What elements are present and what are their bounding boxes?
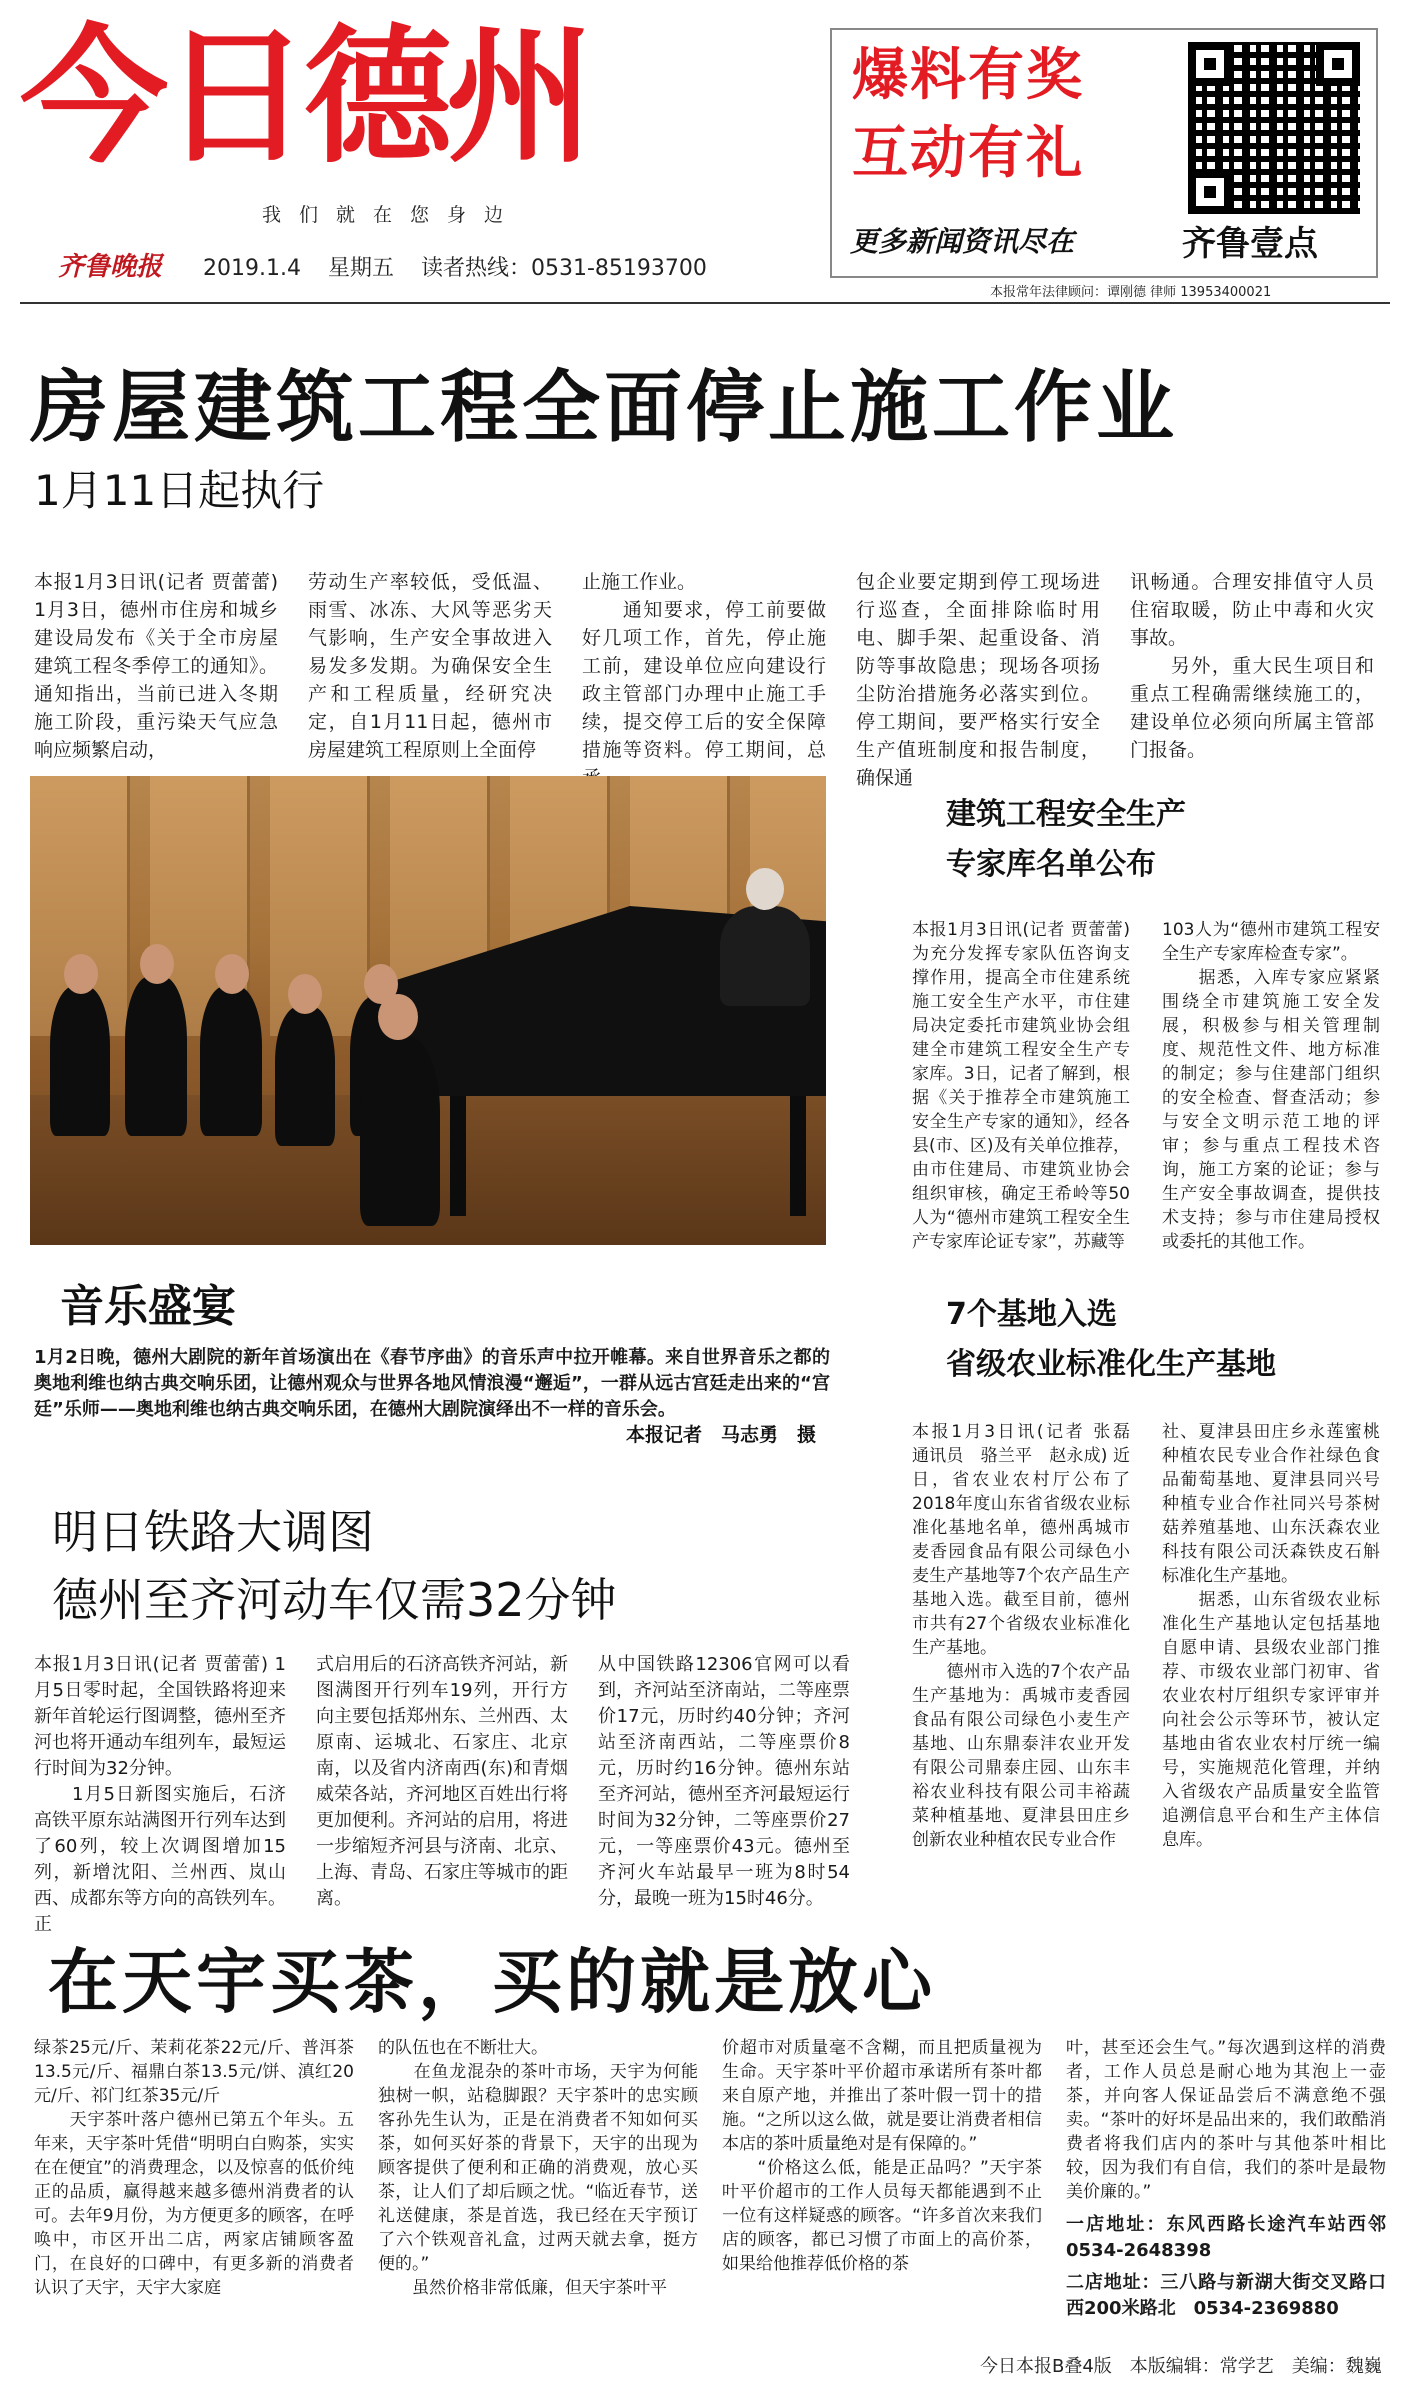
tea-address-2-label: 二店地址： [1066,2272,1161,2293]
rail-title-1: 明日铁路大调图 [52,1505,374,1559]
tea-headline: 在天宇买茶，买的就是放心 [48,1941,936,2023]
issue-weekday: 星期五 [327,256,394,281]
tea-address-1-label: 一店地址： [1066,2214,1167,2235]
masthead-title: 今日德州 [20,11,588,183]
expert-col-2: 103人为“德州市建筑工程安全生产专家库检查专家”。 据悉，入库专家应紧紧围绕全市建筑施工安全发展，积极参与相关管理制度、规范性文件、地方标准的制定；参与住建部门组织的安全检查、督查活动；参与安全文明示范工地的评审；参与重点工程技术咨询，施工方案的论证；参与生产安全事故调查，提供技术支持；参与市住建局授权或委托的其他工作。 [1162,920,1380,1252]
tea-address-1-value: 东风西路长途汽车站西邻 0534-2648398 [1066,2214,1405,2261]
expert-title-2: 专家库名单公布 [946,847,1156,882]
reader-hotline: 读者热线：0531-85193700 [421,256,707,281]
tea-address-2-value: 三八路与新湖大街交叉路口西200米路北 0534-2369880 [1066,2272,1386,2319]
ad-line-3: 更多新闻资讯尽在 [850,225,1075,258]
ad-box[interactable] [830,28,1378,278]
lead-headline: 房屋建筑工程全面停止施工作业 [30,363,1179,453]
brand-name: 齐鲁晚报 [58,252,163,282]
tea-address-2 [1066,2270,1386,2322]
lead-col-2: 劳动生产率较低，受低温、雨雪、冰冻、大风等恶劣天气影响，生产安全事故进入易发多发期。为确保安全生产和工程质量，经研究决定，自1月11日起，德州市房屋建筑工程原则上全面停 [308,571,552,761]
expert-col-1: 本报1月3日讯(记者 贾蕾蕾) 为充分发挥专家队伍咨询支撑作用，提高全市住建系统施工安全生产水平，市住建局决定委托市建筑业协会组建全市建筑工程安全生产专家库。3日，记者了解到，根据《关于推荐全市建筑施工安全生产专家的通知》，经各县(市、区)及有关单位推荐，由市住建局、市建筑业协会组织审核，确定王希岭等50人为“德州市建筑工程安全生产专家库论证专家”，苏藏等 [912,920,1130,1252]
page-footer: 今日本报B叠4版 本版编辑：常学艺 美编：魏巍 [980,2356,1382,2377]
tea-col-4: 叶，甚至还会生气。”每次遇到这样的消费者，工作人员总是耐心地为其泡上一壶茶，并向客人保证品尝后不满意绝不强卖。“茶叶的好坏是品出来的，我们敢酷消费者将我们店内的茶叶与其他茶叶相比较，因为我们有自信，我们的茶叶是最物美价廉的。” [1066,2038,1386,2202]
lead-col-1: 本报1月3日讯(记者 贾蕾蕾) 1月3日，德州市住房和城乡建设局发布《关于全市房屋建筑工程冬季停工的通知》。通知指出，当前已进入冬期施工阶段，重污染天气应急响应频繁启动， [34,571,278,761]
agri-col-1: 本报1月3日讯(记者 张磊 通讯员 骆兰平 赵永成) 近日，省农业农村厅公布了2018年度山东省省级农业标准化基地名单，德州禹城市麦香园食品有限公司绿色小麦生产基地等7个农产品生产基地入选。截至目前，德州市共有27个省级农业标准化生产基地。 德州市入选的7个农产品生产基地为：禹城市麦香园食品有限公司绿色小麦生产基地、山东鼎泰沣农业开发有限公司鼎泰庄园、山东丰裕农业科技有限公司丰裕蔬菜种植基地、夏津县田庄乡创新农业种植农民专业合作 [912,1422,1130,1850]
photo-caption: 1月2日晚，德州大剧院的新年首场演出在《春节序曲》的音乐声中拉开帷幕。来自世界音乐之都的奥地利维也纳古典交响乐团，让德州观众与世界各地风情浪漫“邂逅”，一群从远古宫廷走出来的“宫廷”乐师——奥地利维也纳古典交响乐团，在德州大剧院演绎出不一样的音乐会。 [34,1347,830,1420]
tea-col-1: 绿茶25元/斤、茉莉花茶22元/斤、普洱茶13.5元/斤、福鼎白茶13.5元/饼、滇红20元/斤、祁门红茶35元/斤 天宇茶叶落户德州已第五个年头。五年来，天宇茶叶凭借“明明白白购茶，实实在在便宜”的消费理念，以及惊喜的低价纯正的品质，赢得越来越多德州消费者的认可。去年9月份，为方便更多的顾客，在呼唤中，市区开出二店，两家店铺顾客盈门，在良好的口碑中，有更多新的消费者认识了天宇，天宇大家庭 [34,2038,354,2298]
tea-address-1 [1066,2212,1405,2264]
rail-col-1: 本报1月3日讯(记者 贾蕾蕾) 1月5日零时起，全国铁路将迎来新年首轮运行图调整，德州至齐河也将开通动车组列车，最短运行时间为32分钟。 1月5日新图实施后，石济高铁平原东站满图开行列车达到了60列，较上次调图增加15列，新增沈阳、兰州西、岚山西、成都东等方向的高铁列车。正 [34,1654,286,1935]
ad-line-2: 互动有礼 [852,121,1084,186]
photo-caption-title: 音乐盛宴 [60,1281,236,1332]
tea-col-3: 价超市对质量毫不含糊，而且把质量视为生命。天宇茶叶平价超市承诺所有茶叶都来自原产地，并推出了茶叶假一罚十的措施。“之所以这么做，就是要让消费者相信本店的茶叶质量绝对是有保障的。” “价格这么低，能是正品吗？”天宇茶叶平价超市的工作人员每天都能遇到不止一位有这样疑惑的顾客。“许多首次来我们店的顾客，都已习惯了市面上的高价茶，如果给他推荐低价格的茶 [722,2038,1042,2274]
agri-title-1: 7个基地入选 [946,1297,1117,1332]
lead-col-3: 止施工作业。 通知要求，停工前要做好几项工作，首先，停止施工前，建设单位应向建设行政主管部门办理中止施工手续，提交停工后的安全保障措施等资料。停工期间，总 [582,571,826,761]
agri-title-2: 省级农业标准化生产基地 [946,1347,1276,1382]
concert-photo [30,776,826,1245]
rail-title-2: 德州至齐河动车仅需32分钟 [52,1573,617,1627]
agri-col-2: 社、夏津县田庄乡永莲蜜桃种植农民专业合作社绿色食品葡萄基地、夏津县同兴号种植专业合作社同兴号茶树菇养殖基地、山东沃森农业科技有限公司沃森铁皮石斛标准化生产基地。 据悉，山东省级农业标准化生产基地认定包括基地自愿申请、县级农业部门推荐、市级农业部门初审、省农业农村厅组织专家评审并向社会公示等环节，被认定基地由省农业农村厅统一编号，实施规范化管理，并纳入省级农产品质量安全监管追溯信息平台和生产主体信息库。 [1162,1422,1380,1850]
masthead-slogan: 我们就在您身边 [262,204,522,226]
rail-col-3: 从中国铁路12306官网可以看到，齐河站至济南站，二等座票价17元，历时约40分钟；齐河站至济南西站，二等座票价8元，历时约16分钟。德州东站至齐河站，德州至齐河最短运行时间为32分钟，二等座票价27元，一等座票价43元。德州至齐河火车站最早一班为8时54分，最晚一班为15时46分。 [598,1654,850,1909]
ad-logo: 齐鲁壹点 [1182,224,1318,264]
qr-code-icon[interactable] [1188,42,1360,214]
masthead-infobar [58,246,727,283]
ad-line-1: 爆料有奖 [852,43,1084,108]
masthead-rule [20,302,1390,304]
rail-col-2: 式启用后的石济高铁齐河站，新图满图开行列车19列，开行方向主要包括郑州东、兰州西、太原南、运城北、石家庄、北京南，以及省内济南西(东)和青烟威荣各站，齐河地区百姓出行将更加便利。齐河站的启用，将进一步缩短齐河县与济南、北京、上海、青岛、石家庄等城市的距离。 [316,1654,568,1909]
expert-title-1: 建筑工程安全生产 [946,797,1186,832]
lead-col-4: 包企业要定期到停工现场进行巡查，全面排除临时用电、脚手架、起重设备、消防等事故隐患；现场各项扬尘防治措施务必落实到位。停工期间，要严格实行安全生产值班制度和报告制度，确保通 [856,571,1100,789]
legal-advisor: 本报常年法律顾问：谭刚德 律师 13953400021 [990,285,1272,300]
lead-subhead: 1月11日起执行 [34,466,325,515]
lead-col-5: 讯畅通。合理安排值守人员住宿取暖，防止中毒和火灾事故。 另外，重大民生项目和重点工程确需继续施工的，建设单位必须向所属主管部门报备。 [1130,571,1374,761]
photo-credit: 本报记者 马志勇 摄 [626,1424,817,1446]
tea-col-2: 的队伍也在不断壮大。 在鱼龙混杂的茶叶市场，天宇为何能独树一帜，站稳脚跟？天宇茶叶的忠实顾客孙先生认为，正是在消费者不知如何买茶，如何买好茶的背景下，天宇的出现为顾客提供了便利和正确的消费观，放心买茶，让人们了却后顾之忧。“临近春节，送礼送健康，茶是首选，我已经在天宇预订了六个铁观音礼盒，过两天就去拿，挺方便的。” 虽然价格非常低廉，但天宇茶叶平 [378,2038,698,2298]
issue-date: 2019.1.4 [203,256,301,281]
